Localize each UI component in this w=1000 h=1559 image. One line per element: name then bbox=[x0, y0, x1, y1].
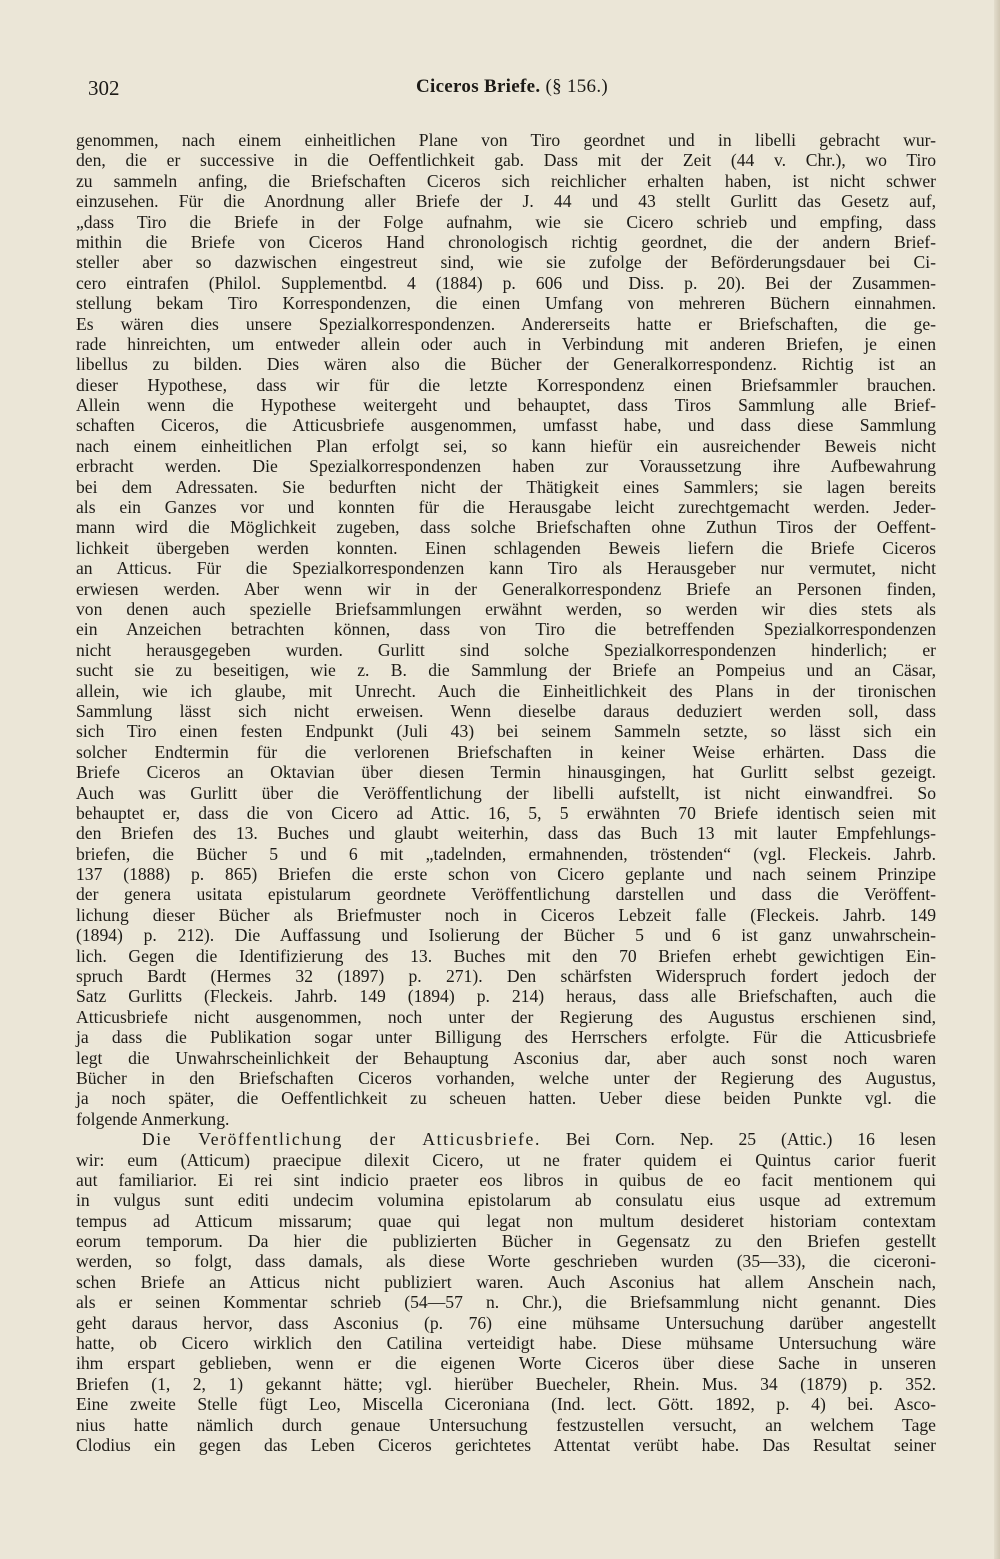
text-line: lichung dieser Bücher als Briefmuster noch in Ciceros Lebzeit falle (Fleckeis. Jahrb. 149 bbox=[76, 904, 936, 925]
text-line: bei dem Adressaten. Sie bedurften nicht der Thätigkeit eines Sammlers; sie lagen bereits bbox=[76, 476, 936, 497]
text-line: Sammlung lässt sich nicht erweisen. Wenn dieselbe daraus deduziert werden soll, dass bbox=[76, 700, 936, 721]
text-line: steller aber so dazwischen eingestreut sind, wie sie zufolge der Beförderungsdauer bei Ci- bbox=[76, 252, 936, 273]
text-line: erwiesen werden. Aber wenn wir in der Generalkorrespondenz Briefe an Personen finden, bbox=[76, 578, 936, 599]
text-line: wir: eum (Atticum) praecipue dilexit Cicero, ut ne frater quidem ei Quintus carior fuerit bbox=[76, 1149, 936, 1170]
text-line: legt die Unwahrscheinlichkeit der Behauptung Asconius dar, aber auch sonst noch waren bbox=[76, 1047, 936, 1068]
text-line: Briefen (1, 2, 1) gekannt hätte; vgl. hierüber Buecheler, Rhein. Mus. 34 (1879) p. 352. bbox=[76, 1373, 936, 1394]
paragraph-2-first-line bbox=[76, 1129, 936, 1149]
running-title: Ciceros Briefe. bbox=[415, 76, 541, 97]
text-line: folgende Anmerkung. bbox=[76, 1108, 230, 1129]
running-title-block bbox=[88, 76, 936, 98]
text-line: nach einem einheitlichen Plan erfolgt sei, so kann hiefür ein ausreichender Beweis nicht bbox=[76, 435, 936, 456]
text-line: sucht sie zu beseitigen, wie z. B. die Sammlung der Briefe an Pompeius und an Cäsar, bbox=[76, 660, 936, 681]
text-line: allein, wie ich glaube, mit Unrecht. Auch die Einheitlichkeit des Plans in der tironischen bbox=[76, 680, 936, 701]
body-text bbox=[76, 130, 936, 1455]
text-line: mann wird die Möglichkeit zugeben, dass solche Briefschaften ohne Zuthun Tiros der Oeffent- bbox=[76, 517, 936, 538]
text-line: Briefe Ciceros an Oktavian über diesen Termin hinausgingen, hat Gurlitt selbst gezeigt. bbox=[76, 762, 936, 783]
text-line: Atticusbriefe nicht ausgenommen, noch unter der Regierung des Augustus erschienen sind, bbox=[76, 1006, 936, 1027]
text-line: briefen, die Bücher 5 und 6 mit „tadelnden, ermahnenden, tröstenden“ (vgl. Fleckeis. Jahrb. bbox=[76, 843, 936, 864]
text-line: einzusehen. Für die Anordnung aller Briefe der J. 44 und 43 stellt Gurlitt das Gesetz auf, bbox=[76, 191, 936, 212]
text-line: den Briefen des 13. Buches und glaubt weiterhin, dass das Buch 13 mit lauter Empfehlungs- bbox=[76, 823, 936, 844]
text-line: aut familiarior. Ei rei sint indicio praeter eos libros in quibus de eo facit mentionem qui bbox=[76, 1169, 936, 1190]
text-line: von denen auch spezielle Briefsammlungen erwähnt werden, so werden wir dies stets als bbox=[76, 598, 936, 619]
text-line: ein Anzeichen betrachten können, dass von Tiro die betreffenden Spezialkorrespondenzen bbox=[76, 619, 936, 640]
text-line: Es wären dies unsere Spezialkorrespondenzen. Andererseits hatte er Briefschaften, die ge- bbox=[76, 313, 936, 334]
paragraph-2 bbox=[76, 1129, 936, 1455]
page-edge-shadow bbox=[994, 0, 1000, 1559]
paragraph-1 bbox=[76, 130, 936, 1129]
page-number: 302 bbox=[88, 76, 120, 100]
text-line: Eine zweite Stelle fügt Leo, Miscella Ciceroniana (Ind. lect. Gött. 1892, p. 4) bei. Asco- bbox=[76, 1394, 936, 1415]
text-line: behauptet er, dass die von Cicero ad Attic. 16, 5, 5 erwähnten 70 Briefe identisch seien mit bbox=[76, 802, 936, 823]
text-line: rade hinreichten, um entweder allein oder auch in Verbindung mit anderen Briefen, je einen bbox=[76, 333, 936, 354]
text-line: der genera usitata epistularum geordnete Veröffentlichung darstellen und dass die Veröffent- bbox=[76, 884, 936, 905]
running-header bbox=[88, 76, 936, 102]
text-line: an Atticus. Für die Spezialkorrespondenzen kann Tiro als Herausgeber nur vermutet, nicht bbox=[76, 558, 936, 579]
text-line: sich Tiro einen festen Endpunkt (Juli 43) bei seinem Sammeln setzte, so lässt sich ein bbox=[76, 721, 936, 742]
text-line: Auch was Gurlitt über die Veröffentlichung der libelli aufstellt, ist nicht einwandfrei. So bbox=[76, 782, 936, 803]
heading-continuation: Bei Corn. Nep. 25 (Attic.) 16 lesen bbox=[565, 1129, 936, 1150]
text-line: erbracht werden. Die Spezialkorrespondenzen haben zur Voraussetzung ihre Aufbewahrung bbox=[76, 456, 936, 477]
text-line: (1894) p. 212). Die Auffassung und Isolierung der Bücher 5 und 6 ist ganz unwahrschein- bbox=[76, 925, 936, 946]
text-line: als er seinen Kommentar schrieb (54—57 n. Chr.), die Briefsammlung nicht genannt. Dies bbox=[76, 1292, 936, 1313]
text-line: solcher Endtermin für die verlorenen Briefschaften in keiner Weise erhärten. Dass die bbox=[76, 741, 936, 762]
text-line: ihm erspart geblieben, wenn er die eigenen Worte Ciceros über diese Sache in unseren bbox=[76, 1353, 936, 1374]
paragraph-2-lines bbox=[76, 1150, 936, 1456]
text-line: schen Briefe an Atticus nicht publiziert waren. Auch Asconius hat allem Anschein nach, bbox=[76, 1271, 936, 1292]
text-line: ja noch später, die Oeffentlichkeit zu scheuen hatten. Ueber diese beiden Punkte vgl. die bbox=[76, 1088, 936, 1109]
text-line: den, die er successive in die Oeffentlichkeit gab. Dass mit der Zeit (44 v. Chr.), wo Tiro bbox=[76, 150, 936, 171]
text-line: Satz Gurlitts (Fleckeis. Jahrb. 149 (1894) p. 214) heraus, dass alle Briefschaften, auch die bbox=[76, 986, 936, 1007]
section-heading: Die Veröffentlichung der Atticusbriefe. bbox=[142, 1129, 541, 1150]
text-line: geht daraus hervor, dass Asconius (p. 76) eine mühsame Untersuchung darüber angestellt bbox=[76, 1312, 936, 1333]
text-line: tempus ad Atticum missarum; quae qui legat non multum desideret historiam contextam bbox=[76, 1210, 936, 1231]
text-line: zu sammeln anfing, die Briefschaften Ciceros sich reichlicher erhalten haben, ist nicht schwer bbox=[76, 170, 936, 191]
text-line: hatte, ob Cicero wirklich den Catilina verteidigt habe. Diese mühsame Untersuchung wäre bbox=[76, 1333, 936, 1354]
text-line: eorum temporum. Da hier die publizierten Bücher in Gegensatz zu den Briefen gestellt bbox=[76, 1231, 936, 1252]
text-line: Clodius ein gegen das Leben Ciceros gerichtetes Attentat verübt habe. Das Resultat seiner bbox=[76, 1435, 936, 1455]
text-line: libellus zu bilden. Dies wären also die Bücher der Generalkorrespondenz. Richtig ist an bbox=[76, 354, 936, 375]
section-reference: (§ 156.) bbox=[545, 76, 609, 97]
text-line: mithin die Briefe von Ciceros Hand chronologisch richtig geordnet, die der andern Brief- bbox=[76, 231, 936, 252]
text-line: lich. Gegen die Identifizierung des 13. Buches mit den 70 Briefen erhebt gewichtigen Ein- bbox=[76, 945, 936, 966]
text-line: ja dass die Publikation sogar unter Billigung des Herrschers erfolgte. Für die Atticusbriefe bbox=[76, 1027, 936, 1048]
text-line: lichkeit übergeben werden konnten. Einen schlagenden Beweis liefern die Briefe Ciceros bbox=[76, 537, 936, 558]
text-line: als ein Ganzes vor und konnten für die Herausgabe leicht zurechtgemacht werden. Jeder- bbox=[76, 497, 936, 518]
text-line: dieser Hypothese, dass wir für die letzte Korrespondenz einen Briefsammler brauchen. bbox=[76, 374, 936, 395]
text-line: spruch Bardt (Hermes 32 (1897) p. 271). Den schärfsten Widerspruch fordert jedoch der bbox=[76, 966, 936, 987]
text-line: 137 (1888) p. 865) Briefen die erste schon von Cicero geplante und nach seinem Prinzipe bbox=[76, 864, 936, 885]
text-line: nius hatte nämlich durch genaue Untersuchung festzustellen versucht, an welchem Tage bbox=[76, 1414, 936, 1435]
text-line: nicht herausgegeben wurden. Gurlitt sind solche Spezialkorrespondenzen hinderlich; er bbox=[76, 639, 936, 660]
text-line: werden, so folgt, dass damals, als diese Worte geschrieben wurden (35—33), die ciceroni- bbox=[76, 1251, 936, 1272]
text-line: stellung bekam Tiro Korrespondenzen, die einen Umfang von mehreren Büchern einnahmen. bbox=[76, 293, 936, 314]
text-line: Bücher in den Briefschaften Ciceros vorhanden, welche unter der Regierung des Augustus, bbox=[76, 1067, 936, 1088]
text-line: cero eintrafen (Philol. Supplementbd. 4 (1884) p. 606 und Diss. p. 20). Bei der Zusammen- bbox=[76, 272, 936, 293]
text-line: in vulgus sunt editi undecim volumina epistolarum ab consulatu eius usque ad extremum bbox=[76, 1190, 936, 1211]
text-line: „dass Tiro die Briefe in der Folge aufnahm, wie sie Cicero schrieb und empfing, dass bbox=[76, 211, 936, 232]
text-line: schaften Ciceros, die Atticusbriefe ausgenommen, umfasst habe, und dass diese Sammlung bbox=[76, 415, 936, 436]
text-line: genommen, nach einem einheitlichen Plane von Tiro geordnet und in libelli gebracht wur- bbox=[76, 130, 936, 150]
text-line: Allein wenn die Hypothese weitergeht und behauptet, dass Tiros Sammlung alle Brief- bbox=[76, 395, 936, 416]
